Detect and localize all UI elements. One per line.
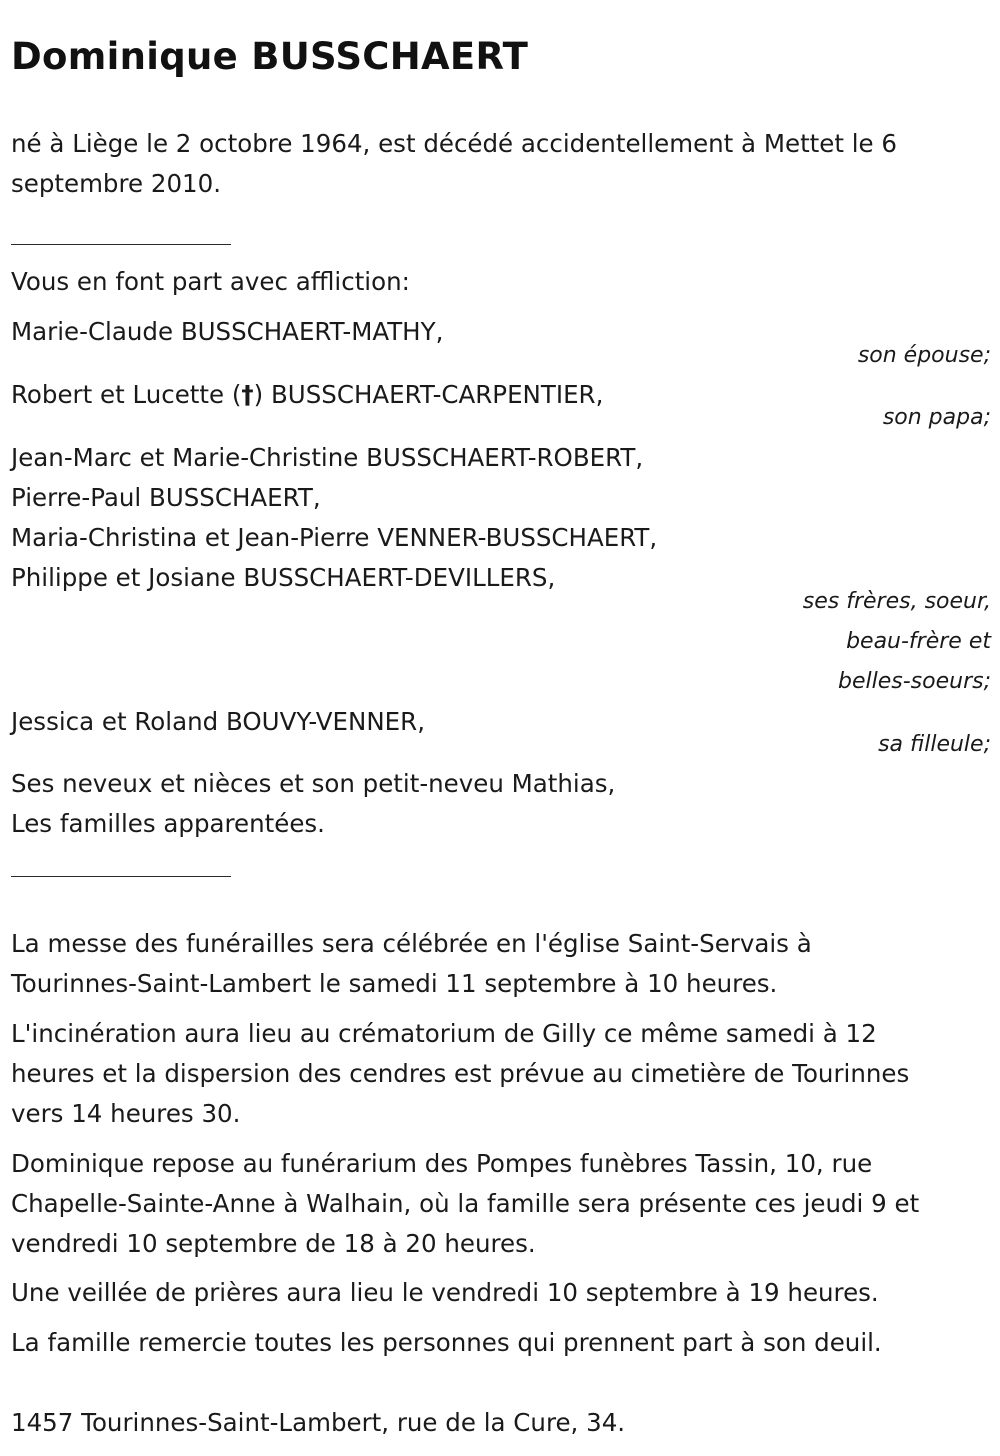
cross-icon: † bbox=[241, 380, 254, 409]
others-line: Ses neveux et nièces et son petit-neveu Mathias, bbox=[11, 769, 616, 798]
mass-line-2: Tourinnes-Saint-Lambert le samedi 11 septembre à 10 heures. bbox=[11, 969, 778, 998]
announcement: Vous en font part avec affliction: bbox=[11, 267, 410, 296]
funerarium-line-2: Chapelle-Sainte-Anne à Walhain, où la famille sera présente ces jeudi 9 et bbox=[11, 1189, 920, 1218]
sibling-name: Philippe et Josiane BUSSCHAERT-DEVILLERS, bbox=[11, 563, 556, 592]
sibling-name: Maria-Christina et Jean-Pierre VENNER-BUSSCHAERT, bbox=[11, 523, 658, 552]
spouse-relation: son épouse; bbox=[857, 343, 991, 368]
page-title: Dominique BUSSCHAERT bbox=[11, 35, 529, 78]
thanks-text: La famille remercie toutes les personnes qui prennent part à son deuil. bbox=[11, 1328, 882, 1357]
goddaughter-relation: sa filleule; bbox=[878, 732, 991, 757]
cremation-line-1: L'incinération aura lieu au crématorium de Gilly ce même samedi à 12 bbox=[11, 1019, 877, 1048]
funerarium-line-3: vendredi 10 septembre de 18 à 20 heures. bbox=[11, 1229, 536, 1258]
funerarium-line-1: Dominique repose au funérarium des Pompes funèbres Tassin, 10, rue bbox=[11, 1149, 873, 1178]
sibling-name: Jean-Marc et Marie-Christine BUSSCHAERT-ROBERT, bbox=[11, 443, 644, 472]
father-name bbox=[11, 375, 603, 415]
goddaughter-name: Jessica et Roland BOUVY-VENNER, bbox=[11, 707, 425, 736]
intro-line-2: septembre 2010. bbox=[11, 169, 222, 198]
sibling-name: Pierre-Paul BUSSCHAERT, bbox=[11, 483, 321, 512]
divider-bottom bbox=[11, 876, 231, 877]
others-line: Les familles apparentées. bbox=[11, 809, 325, 838]
intro-line-1: né à Liège le 2 octobre 1964, est décédé accidentellement à Mettet le 6 bbox=[11, 129, 898, 158]
father-name-suffix: ) BUSSCHAERT-CARPENTIER, bbox=[253, 380, 604, 409]
vigil-text: Une veillée de prières aura lieu le vendredi 10 septembre à 19 heures. bbox=[11, 1278, 879, 1307]
cremation-line-2: heures et la dispersion des cendres est prévue au cimetière de Tourinnes bbox=[11, 1059, 910, 1088]
siblings-relation-line: beau-frère et bbox=[846, 629, 991, 654]
address: 1457 Tourinnes-Saint-Lambert, rue de la Cure, 34. bbox=[11, 1408, 626, 1437]
mass-line-1: La messe des funérailles sera célébrée en l'église Saint-Servais à bbox=[11, 929, 812, 958]
spouse-name: Marie-Claude BUSSCHAERT-MATHY, bbox=[11, 317, 444, 346]
cremation-line-3: vers 14 heures 30. bbox=[11, 1099, 241, 1128]
father-name-prefix: Robert et Lucette ( bbox=[11, 380, 242, 409]
siblings-relation-line: belles-soeurs; bbox=[838, 669, 991, 694]
divider-top bbox=[11, 244, 231, 245]
siblings-relation-line: ses frères, soeur, bbox=[802, 589, 991, 614]
father-relation: son papa; bbox=[882, 405, 991, 430]
